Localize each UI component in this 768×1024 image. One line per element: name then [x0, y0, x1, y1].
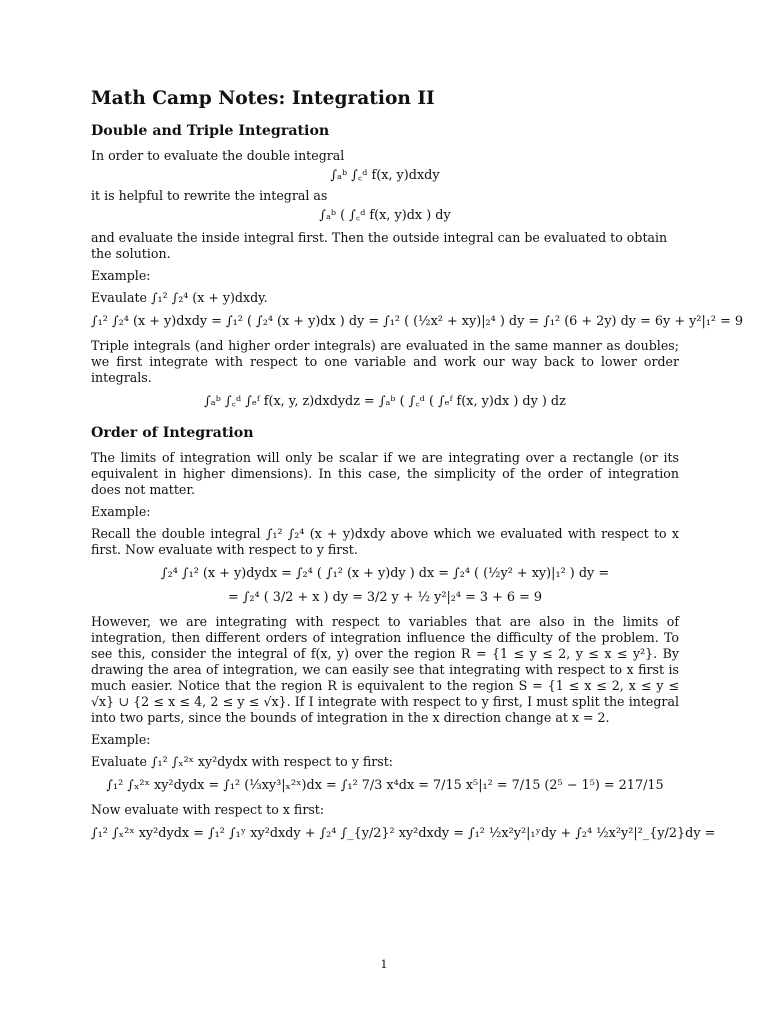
example-prompt-2: Evaluate ∫₁² ∫ₓ²ˣ xy²dydx with respect to y first: — [91, 754, 394, 769]
paragraph-triple-integrals: Triple integrals (and higher order integrals) are evaluated in the same manner as doubles; we first integrate with respect to one variable and work our way back to lower order integrals. — [91, 338, 679, 385]
equation-rewritten-integral: ∫ₐᵇ ( ∫꜀ᵈ f(x, y)dx ) dy — [319, 208, 451, 223]
equation-double-integral: ∫ₐᵇ ∫꜀ᵈ f(x, y)dxdy — [330, 168, 440, 183]
section-heading-order: Order of Integration — [91, 425, 254, 441]
example-label-2: Example: — [91, 504, 151, 519]
paragraph-evaluate-inside: and evaluate the inside integral first. Then the outside integral can be evaluated to obtain the solution. — [91, 230, 668, 261]
page-number: 1 — [380, 958, 388, 971]
paragraph-now-x: Now evaluate with respect to x first: — [91, 802, 325, 817]
equation-y-first: ∫₁² ∫ₓ²ˣ xy²dydx = ∫₁² (⅓xy³|ₓ²ˣ)dx = ∫₁² 7/3 x⁴dx = 7/15 x⁵|₁² = 7/15 (2⁵ − 1⁵) = 217/15 — [106, 778, 664, 793]
notes-page — [91, 88, 744, 850]
equation-x-first: ∫₁² ∫ₓ²ˣ xy²dydx = ∫₁² ∫₁ʸ xy²dxdy + ∫₂⁴ ∫_{y/2}² xy²dxdy = ∫₁² ½x²y²|₁ʸdy + ∫₂⁴ ½x²y²|²_{y/2}dy = — [91, 826, 716, 841]
page-title: Math Camp Notes: Integration II — [91, 88, 435, 109]
section-heading-double-triple: Double and Triple Integration — [91, 123, 330, 139]
example-prompt: Evaulate ∫₁² ∫₂⁴ (x + y)dxdy. — [91, 290, 268, 305]
paragraph-helpful: it is helpful to rewrite the integral as — [91, 188, 328, 203]
equation-triple-integral: ∫ₐᵇ ∫꜀ᵈ ∫ₑᶠ f(x, y, z)dxdydz = ∫ₐᵇ ( ∫꜀ᵈ ( ∫ₑᶠ f(x, y)dx ) dy ) dz — [204, 394, 566, 409]
paragraph-recall: Recall the double integral ∫₁² ∫₂⁴ (x + y)dxdy above which we evaluated with respect to x first. Now evaluate with respect to y first. — [91, 526, 679, 557]
paragraph-however: However, we are integrating with respect to variables that are also in the limits of integration, then different orders of integration influence the difficulty of the problem. To see this, consider the integral of f(x, y) over the region R = {1 ≤ y ≤ 2, y ≤ x ≤ y²}. By drawing the area of integration, we can easily see that integrating with respect to x first is much easier. Notice that the region R is equivalent to the region S = {1 ≤ x ≤ 2, x ≤ y ≤ √x} ∪ {2 ≤ x ≤ 4, 2 ≤ y ≤ √x}. If I integrate with respect to y first, I must split the integral into two parts, since the bounds of integration in the x direction change at x = 2. — [91, 614, 679, 725]
paragraph-intro: In order to evaluate the double integral — [91, 148, 345, 163]
example-label: Example: — [91, 268, 151, 283]
paragraph-limits: The limits of integration will only be scalar if we are integrating over a rectangle (or its equivalent in higher dimensions). In this case, the simplicity of the order of integration does not matter. — [91, 450, 679, 497]
equation-recall-2: = ∫₂⁴ ( 3/2 + x ) dy = 3/2 y + ½ y²|₂⁴ = 3 + 6 = 9 — [227, 590, 543, 605]
equation-example-solution: ∫₁² ∫₂⁴ (x + y)dxdy = ∫₁² ( ∫₂⁴ (x + y)dx ) dy = ∫₁² ( (½x² + xy)|₂⁴ ) dy = ∫₁² (6 + 2y) dy = 6y + y²|₁² = 9 — [91, 314, 744, 329]
equation-recall-1: ∫₂⁴ ∫₁² (x + y)dydx = ∫₂⁴ ( ∫₁² (x + y)dy ) dx = ∫₂⁴ ( (½y² + xy)|₁² ) dy = — [160, 566, 610, 581]
example-label-3: Example: — [91, 732, 151, 747]
